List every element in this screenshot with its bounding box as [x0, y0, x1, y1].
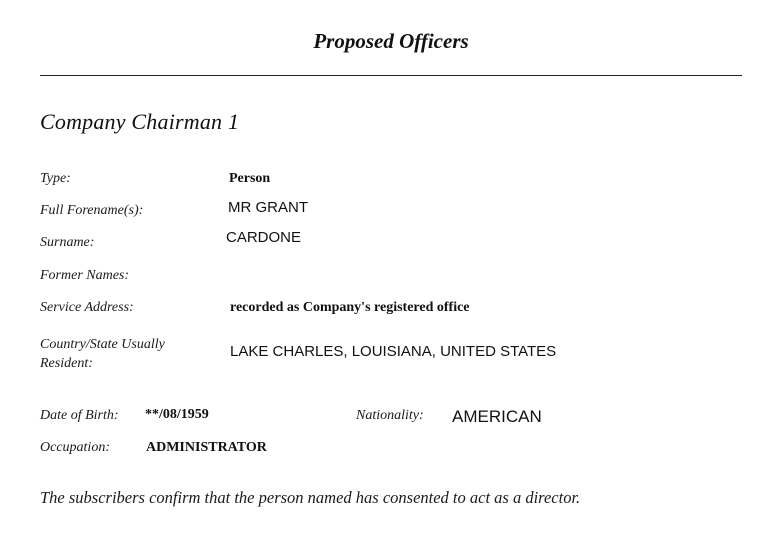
country-state-label-line2: Resident:: [40, 356, 93, 371]
service-address-value: recorded as Company's registered office: [230, 300, 470, 315]
confirmation-statement: The subscribers confirm that the person named has consented to act as a director.: [40, 488, 581, 507]
country-state-label-line1: Country/State Usually: [40, 337, 165, 352]
surname-value: CARDONE: [226, 229, 302, 246]
date-of-birth-label: Date of Birth:: [40, 408, 119, 423]
date-of-birth-value: **/08/1959: [145, 407, 209, 422]
title-divider: [40, 75, 742, 76]
former-names-label: Former Names:: [40, 268, 130, 283]
occupation-label: Occupation:: [40, 440, 110, 455]
forenames-label: Full Forename(s):: [40, 203, 144, 218]
forenames-value: MR GRANT: [228, 199, 308, 216]
surname-label: Surname:: [40, 235, 95, 250]
nationality-label: Nationality:: [356, 408, 424, 423]
document-title: Proposed Officers: [313, 29, 469, 53]
occupation-value: ADMINISTRATOR: [146, 440, 267, 455]
type-value: Person: [229, 171, 271, 186]
country-state-value: LAKE CHARLES, LOUISIANA, UNITED STATES: [230, 343, 557, 360]
section-heading: Company Chairman 1: [40, 109, 240, 134]
service-address-label: Service Address:: [40, 300, 134, 315]
type-label: Type:: [40, 171, 71, 186]
nationality-value: AMERICAN: [452, 407, 542, 426]
